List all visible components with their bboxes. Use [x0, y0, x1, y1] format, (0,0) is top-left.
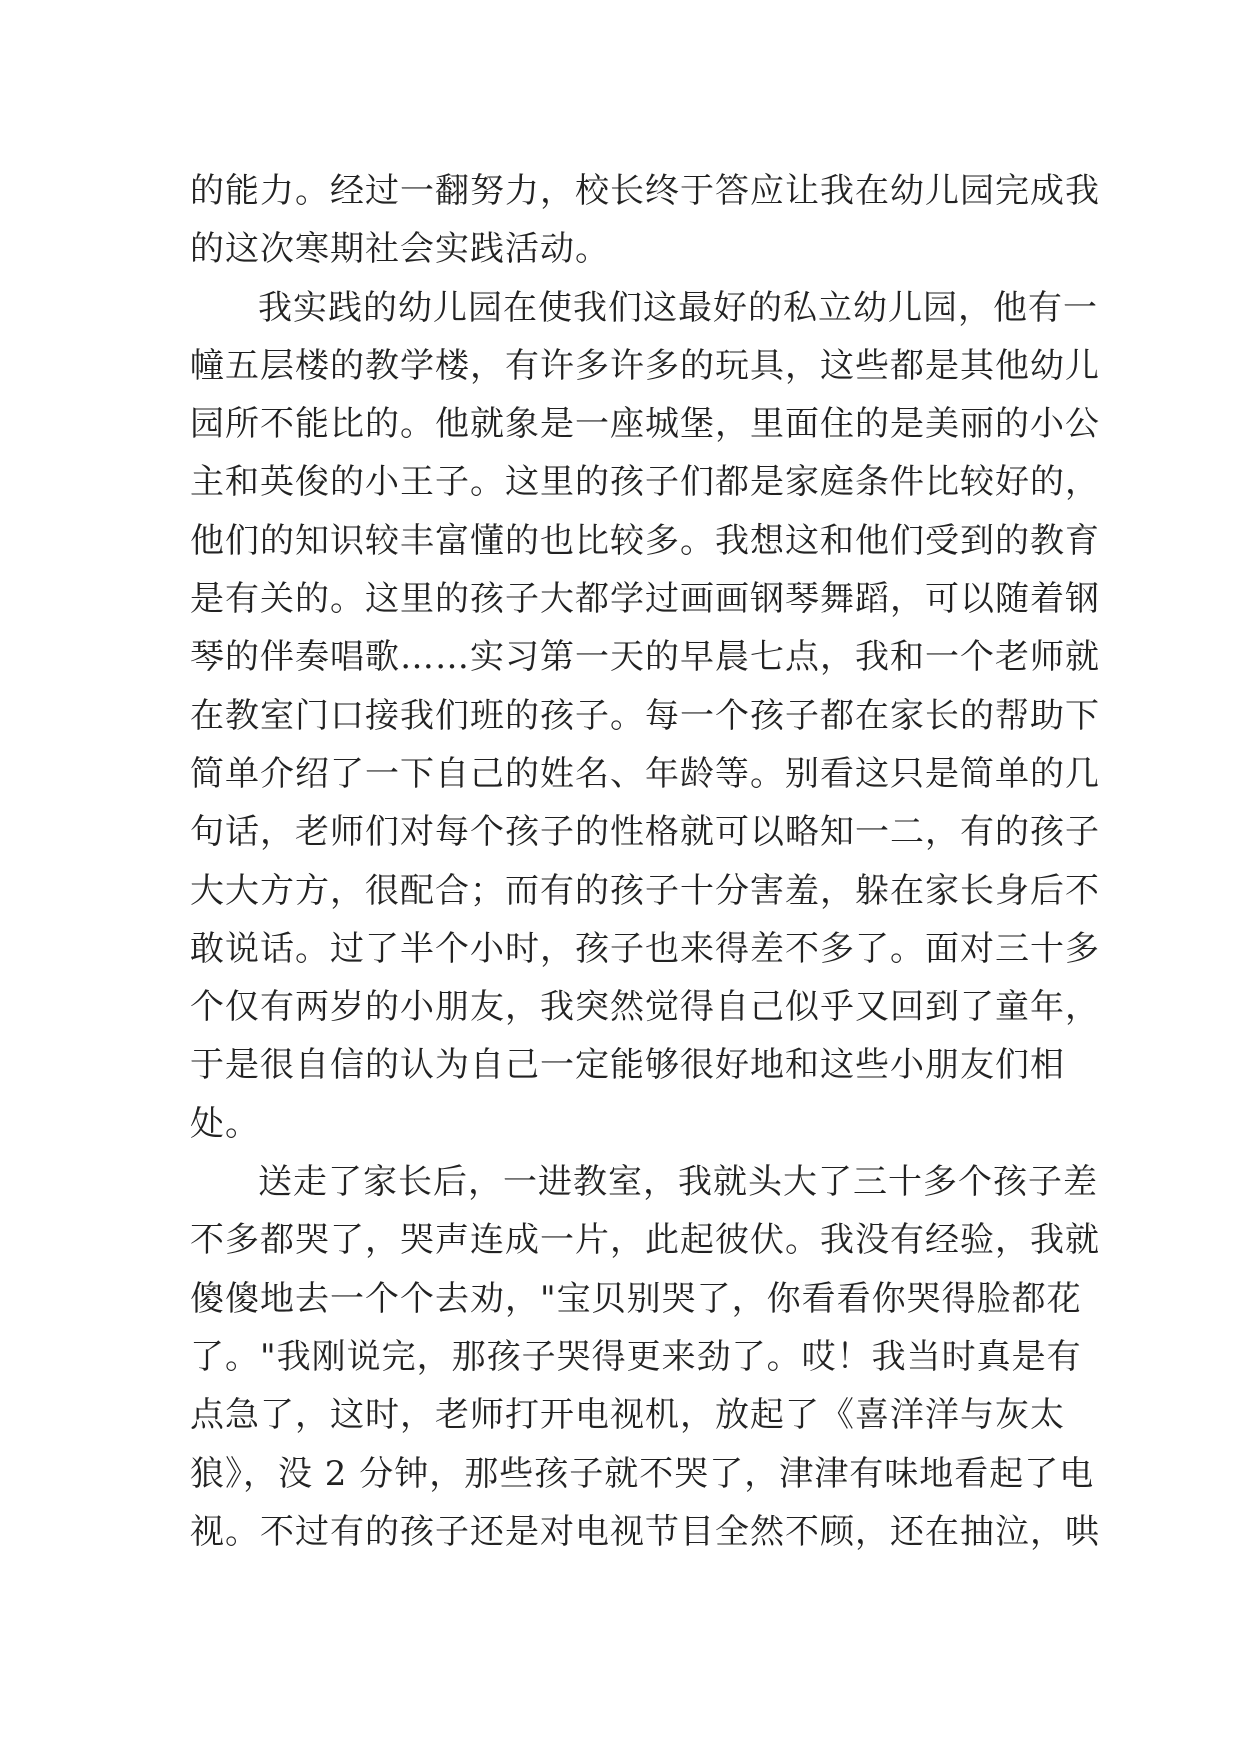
text-line-22: 点急了，这时，老师打开电视机，放起了《喜洋洋与灰太	[190, 1395, 1065, 1436]
text-line-12: 句话，老师们对每个孩子的性格就可以略知一二，有的孩子	[190, 812, 1100, 853]
text-line-2: 的这次寒期社会实践活动。	[190, 229, 610, 270]
text-line-18: 送走了家长后，一进教室，我就头大了三十多个孩子差	[258, 1162, 1098, 1203]
text-line-4: 幢五层楼的教学楼，有许多许多的玩具，这些都是其他幼儿	[190, 345, 1100, 386]
text-line-20: 傻傻地去一个个去劝，"宝贝别哭了，你看看你哭得脸都花	[190, 1278, 1082, 1319]
text-line-10: 在教室门口接我们班的孩子。每一个孩子都在家长的帮助下	[190, 695, 1100, 736]
text-line-1: 的能力。经过一翻努力，校长终于答应让我在幼儿园完成我	[190, 171, 1100, 211]
text-line-16: 于是很自信的认为自己一定能够很好地和这些小朋友们相	[190, 1045, 1065, 1086]
text-line-15: 个仅有两岁的小朋友，我突然觉得自己似乎又回到了童年，	[190, 987, 1100, 1028]
text-line-13: 大大方方，很配合；而有的孩子十分害羞，躲在家长身后不	[190, 870, 1100, 911]
text-line-21: 了。"我刚说完，那孩子哭得更来劲了。哎！我当时真是有	[190, 1336, 1082, 1377]
text-line-5: 园所不能比的。他就象是一座城堡，里面住的是美丽的小公	[190, 404, 1100, 445]
text-line-7: 他们的知识较丰富懂的也比较多。我想这和他们受到的教育	[190, 520, 1100, 561]
text-line-24: 视。不过有的孩子还是对电视节目全然不顾，还在抽泣，哄	[190, 1511, 1100, 1552]
text-line-23: 狼》，没 2 分钟，那些孩子就不哭了，津津有味地看起了电	[190, 1453, 1095, 1494]
text-line-9: 琴的伴奏唱歌……实习第一天的早晨七点，我和一个老师就	[190, 637, 1100, 678]
text-line-6: 主和英俊的小王子。这里的孩子们都是家庭条件比较好的，	[190, 462, 1100, 503]
text-line-14: 敢说话。过了半个小时，孩子也来得差不多了。面对三十多	[190, 928, 1100, 969]
text-line-3: 我实践的幼儿园在使我们这最好的私立幼儿园，他有一	[258, 287, 1098, 328]
text-line-8: 是有关的。这里的孩子大都学过画画钢琴舞蹈，可以随着钢	[190, 579, 1100, 620]
body-text	[190, 162, 1100, 1561]
text-line-19: 不多都哭了，哭声连成一片，此起彼伏。我没有经验，我就	[190, 1220, 1100, 1261]
text-line-17: 处。	[190, 1103, 260, 1144]
text-line-11: 简单介绍了一下自己的姓名、年龄等。别看这只是简单的几	[190, 753, 1100, 794]
